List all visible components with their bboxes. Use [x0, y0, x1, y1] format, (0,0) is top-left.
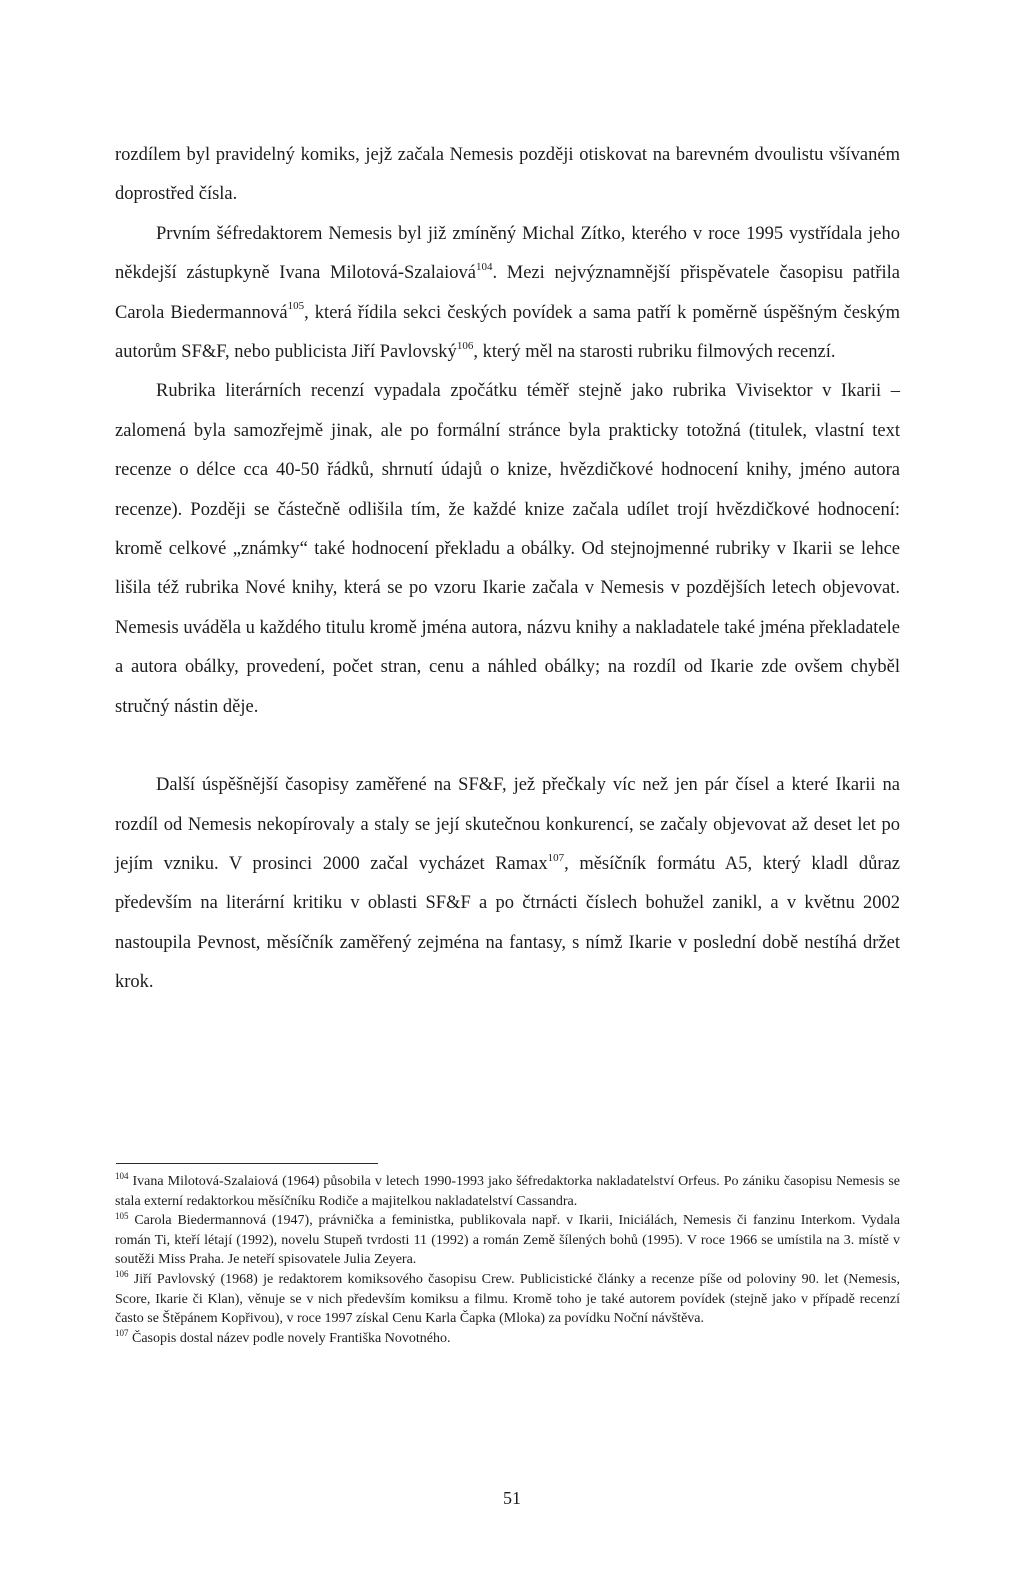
- paragraph-gap: [115, 727, 900, 766]
- paragraph-3: Rubrika literárních recenzí vypadala zpočátku téměř stejně jako rubrika Vivisektor v Ikarii – zalomená byla samozřejmě jinak, ale po formální stránce byla prakticky totožná (titulek, vlastní text recenze o délce cca 40-50 řádků, shrnutí údajů o knize, hvězdičkové hodnocení knihy, jméno autora recenze). Později se částečně odlišila tím, že každé knize začala udílet trojí hvězdičkové hodnocení: kromě celkové „známky“ také hodnocení překladu a obálky. Od stejnojmenné rubriky v Ikarii se lehce lišila též rubrika Nové knihy, která se po vzoru Ikarie začala v Nemesis v pozdějších letech objevovat. Nemesis uváděla u každého titulu kromě jména autora, názvu knihy a nakladatele také jména překladatele a autora obálky, provedení, počet stran, cenu a náhled obálky; na rozdíl od Ikarie zde ovšem chyběl stručný nástin děje.: [115, 381, 900, 717]
- body-text: [115, 136, 900, 1003]
- footnote-ref-107: 107: [547, 851, 565, 864]
- footnotes: [115, 1172, 900, 1348]
- footnote-107: $^{107}$ Časopis dostal název podle novely Františka Novotného.: [115, 1328, 451, 1346]
- footnote-106: $^{106}$ Jiří Pavlovský (1968) je redaktorem komiksového časopisu Crew. Publicistické články a recenze píše od poloviny 90. let (Nemesis, Score, Ikarie či Klan), věnuje se v nich především komiksu a filmu. Kromě toho je také autorem povídek (stejně jako v případě recenzí často se Štěpánem Kopřivou), v roce 1997 získal Cenu Karla Čapka (Mloka) za povídku Noční návštěva.: [115, 1269, 900, 1327]
- footnote-104: $^{104}$ Ivana Milotová-Szalaiová (1964) působila v letech 1990-1993 jako šéfredaktorka nakladatelství Orfeus. Po zániku časopisu Nemesis se stala externí redaktorkou měsíčníku Rodiče a majitelkou nakladatelství Cassandra.: [115, 1171, 900, 1209]
- paragraph-2: Prvním šéfredaktorem Nemesis byl již zmíněný Michal Zítko, kterého v roce 1995 vystřídala jeho někdejší zástupkyně Ivana Milotová-Szalaiová$^{104}$. Mezi nejvýznamnější přispěvatele časopisu patřila Carola Biedermannová$^{105}$, která řídila sekci českých povídek a sama patří k poměrně úspěšným českým autorům SF&F, nebo publicista Jiří Pavlovský$^{106}$, který měl na starosti rubriku filmových recenzí.: [115, 223, 900, 363]
- footnote-ref-105: 105: [287, 300, 305, 313]
- page-number: 51: [503, 1488, 521, 1508]
- footnote-ref-104: 104: [475, 261, 493, 274]
- footnote-separator: [116, 1163, 378, 1164]
- footnote-ref-106: 106: [456, 339, 474, 352]
- footnote-105: $^{105}$ Carola Biedermannová (1947), právnička a feministka, publikovala např. v Ikarii, Iniciálách, Nemesis či fanzinu Interkom. Vydala román Ti, kteří létají (1992), novelu Stupeň tvrdosti 11 (1992) a román Země šílených bohů (1995). V roce 1966 se umístila na 3. místě v soutěži Miss Praha. Je neteří spisovatele Julia Zeyera.: [115, 1210, 900, 1268]
- paragraph-1: rozdílem byl pravidelný komiks, jejž začala Nemesis později otiskovat na barevném dvoulistu všívaném doprostřed čísla.: [115, 145, 900, 205]
- paragraph-4: Další úspěšnější časopisy zaměřené na SF&F, jež přečkaly víc než jen pár čísel a které Ikarii na rozdíl od Nemesis nekopírovaly a staly se její skutečnou konkurencí, se začaly objevovat až deset let po jejím vzniku. V prosinci 2000 začal vycházet Ramax$^{107}$, měsíčník formátu A5, který kladl důraz především na literární kritiku v oblasti SF&F a po čtrnácti číslech bohužel zanikl, a v květnu 2002 nastoupila Pevnost, měsíčník zaměřený zejména na fantasy, s nímž Ikarie v poslední době nestíhá držet krok.: [115, 775, 900, 993]
